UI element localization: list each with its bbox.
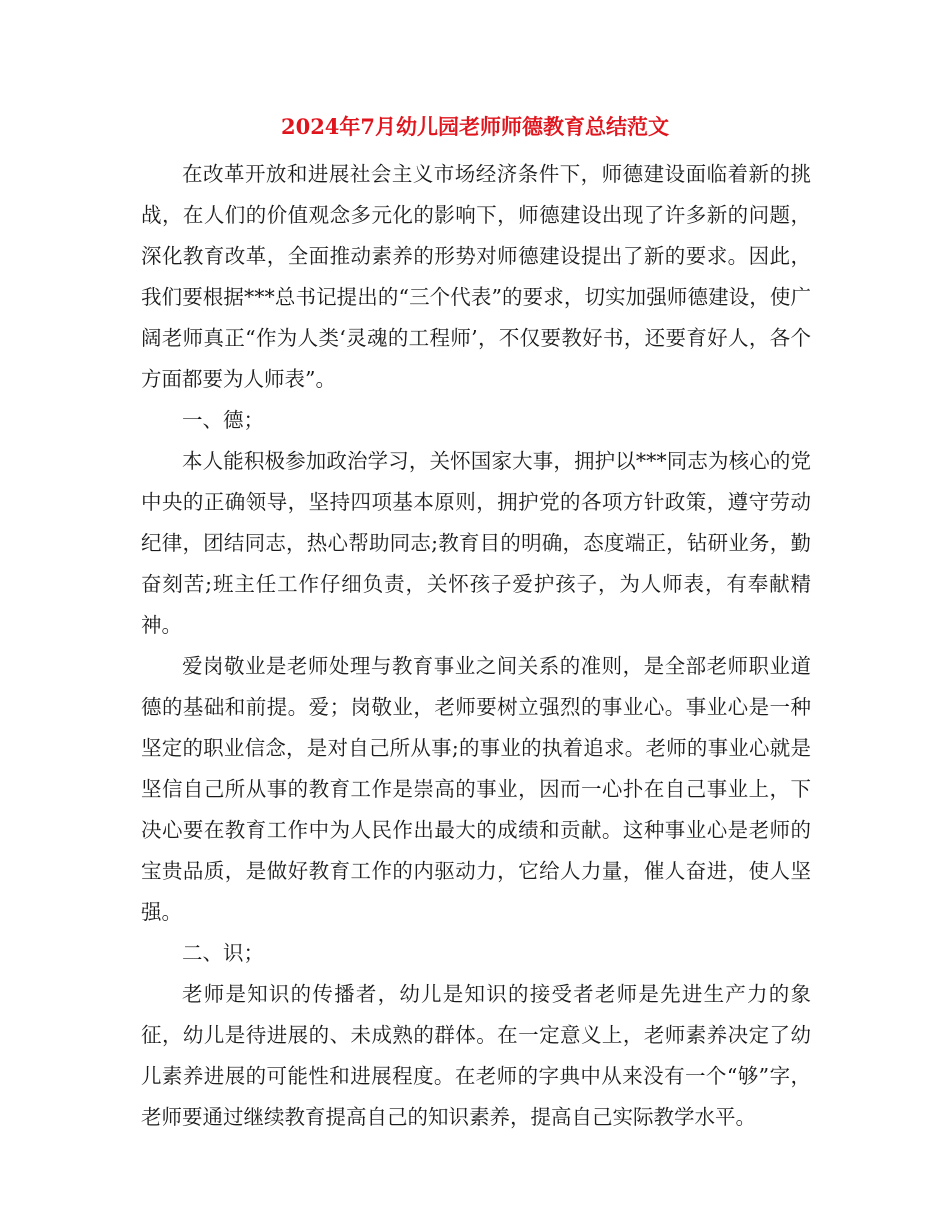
paragraph-intro: 在改革开放和进展社会主义市场经济条件下，师德建设面临着新的挑战，在人们的价值观念多元化的影响下，师德建设出现了许多新的问题，深化教育改革，全面推动素养的形势对师德建设提出了新的要求。因此，我们要根据***总书记提出的“三个代表”的要求，切实加强师德建设，使广阔老师真正“作为人类‘灵魂的工程师’，不仅要教好书，还要育好人，各个方面都要为人师表”。 [141,162,811,391]
paragraph-de-1: 本人能积极参加政治学习，关怀国家大事，拥护以***同志为核心的党中央的正确领导，坚持四项基本原则，拥护党的各项方针政策，遵守劳动纪律，团结同志，热心帮助同志;教育目的明确，态度端正，钻研业务，勤奋刻苦;班主任工作仔细负责，关怀孩子爱护孩子，为人师表，有奉献精神。 [141,449,811,637]
paragraph-de-2: 爱岗敬业是老师处理与教育事业之间关系的准则，是全部老师职业道德的基础和前提。爱；岗敬业，老师要树立强烈的事业心。事业心是一种坚定的职业信念，是对自己所从事;的事业的执着追求。老师的事业心就是坚信自己所从事的教育工作是崇高的事业，因而一心扑在自己事业上，下决心要在教育工作中为人民作出最大的成绩和贡献。这种事业心是老师的宝贵品质，是做好教育工作的内驱动力，它给人力量，催人奋进，使人坚强。 [141,654,811,924]
document-title: 2024年7月幼儿园老师师德教育总结范文 [280,114,670,139]
section-heading-de: 一、德； [182,408,264,432]
section-heading-shi: 二、识； [182,941,264,965]
document-body [141,154,811,1138]
paragraph-shi-1: 老师是知识的传播者，幼儿是知识的接受者老师是先进生产力的象征，幼儿是待进展的、未成熟的群体。在一定意义上，老师素养决定了幼儿素养进展的可能性和进展程度。在老师的字典中从来没有一个“够”字，老师要通过继续教育提高自己的知识素养，提高自己实际教学水平。 [141,982,811,1129]
